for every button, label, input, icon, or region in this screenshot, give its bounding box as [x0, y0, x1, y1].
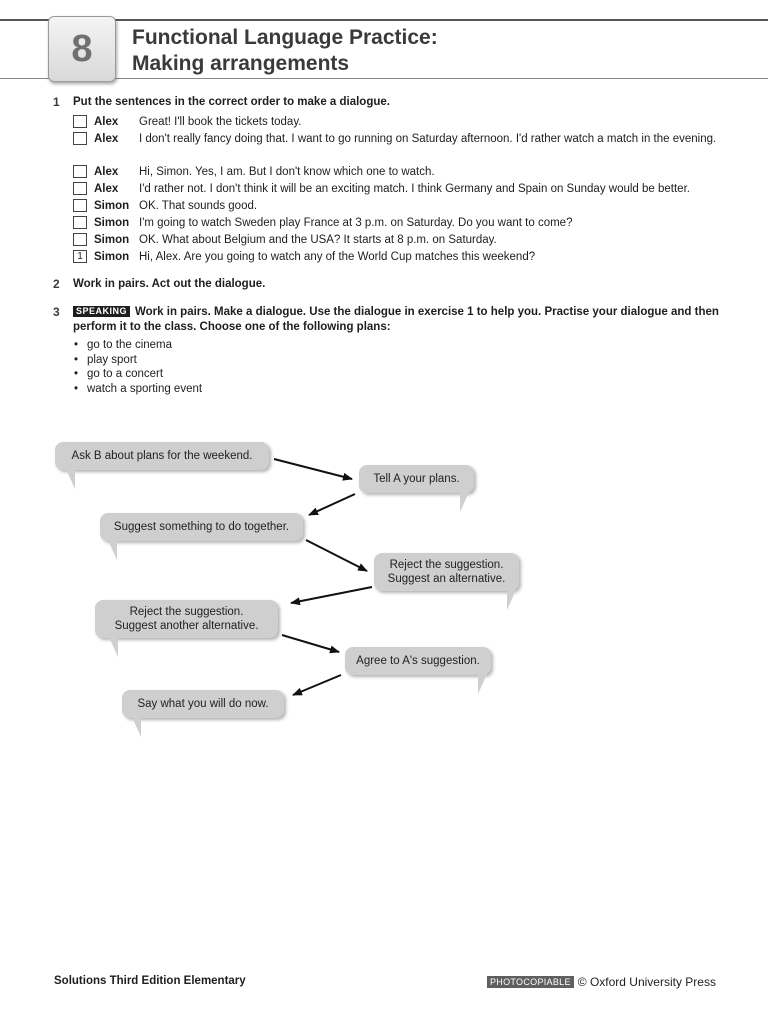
photocopiable-tag: PHOTOCOPIABLE	[487, 976, 574, 988]
plan-item: • go to a concert	[73, 367, 202, 382]
speech-bubble	[100, 513, 303, 541]
speech-bubble	[374, 553, 519, 591]
title-line-1: Functional Language Practice:	[132, 26, 438, 49]
exercise-2-instruction: Work in pairs. Act out the dialogue.	[73, 278, 266, 290]
footer-book-title: Solutions Third Edition Elementary	[54, 975, 246, 987]
speech-bubble	[95, 600, 278, 638]
title-line-2: Making arrangements	[132, 52, 350, 75]
speaking-tag: SPEAKING	[73, 306, 130, 317]
dialogue-text: OK. What about Belgium and the USA? It starts at 8 p.m. on Saturday.	[139, 234, 497, 246]
speaker-name: Simon	[94, 217, 130, 229]
bubble-text: Reject the suggestion.	[389, 559, 504, 571]
bubble-text: Ask B about plans for the weekend.	[71, 450, 253, 462]
plan-item: • watch a sporting event	[73, 382, 202, 397]
dialogue-text: I don't really fancy doing that. I want to go running on Saturday afternoon. I'd rather watch a match in the evening.	[139, 133, 717, 145]
exercise-2-number: 2	[53, 277, 60, 291]
dialogue-text: Hi, Alex. Are you going to watch any of the World Cup matches this weekend?	[139, 251, 536, 263]
bubble-text: Suggest something to do together.	[113, 521, 290, 533]
flow-arrow-1	[274, 459, 352, 479]
speaker-name: Simon	[94, 234, 130, 246]
speech-bubble	[55, 442, 269, 470]
speaker-name: Alex	[94, 116, 119, 128]
dialogue-text: I'd rather not. I don't think it will be an exciting match. I think Germany and Spain on Sunday would be better.	[139, 183, 690, 195]
exercise-3-number: 3	[53, 305, 60, 319]
order-checkbox[interactable]: 1	[73, 250, 87, 263]
speaker-name: Alex	[94, 133, 119, 145]
speaker-name: Simon	[94, 200, 130, 212]
bubble-text: Tell A your plans.	[373, 473, 460, 485]
dialogue-text: Hi, Simon. Yes, I am. But I don't know which one to watch.	[139, 166, 435, 178]
flow-arrow-4	[291, 587, 372, 603]
bubble-text: Say what you will do now.	[137, 698, 269, 710]
exercise-1-instruction: Put the sentences in the correct order to make a dialogue.	[73, 96, 390, 108]
speaker-name: Alex	[94, 183, 119, 195]
bubble-text: Suggest another alternative.	[114, 620, 259, 632]
flow-arrow-6	[293, 675, 341, 695]
speech-bubble	[359, 465, 474, 493]
bubble-text: Suggest an alternative.	[387, 573, 506, 585]
plan-item: • go to the cinema	[73, 338, 202, 353]
flow-arrow-5	[282, 635, 339, 652]
footer-copyright-block	[487, 975, 716, 989]
bubble-text: Agree to A's suggestion.	[356, 655, 480, 667]
speech-bubble	[345, 647, 491, 675]
dialogue-text: I'm going to watch Sweden play France at 3 p.m. on Saturday. Do you want to come?	[139, 217, 573, 229]
unit-number-badge: 8	[48, 16, 116, 82]
bubble-text: Reject the suggestion.	[129, 606, 244, 618]
exercise-3-instruction: Work in pairs. Make a dialogue. Use the dialogue in exercise 1 to help you. Practise your dialogue and then perform it to the class. Choose one of the following plans:	[73, 306, 719, 333]
flow-arrow-3	[306, 540, 367, 571]
speech-bubble	[122, 690, 284, 718]
exercise-1-number: 1	[53, 95, 60, 109]
speaker-name: Alex	[94, 166, 119, 178]
plan-item: • play sport	[73, 353, 202, 368]
footer-copyright: © Oxford University Press	[577, 975, 716, 989]
flow-arrow-2	[309, 494, 355, 515]
speaker-name: Simon	[94, 251, 130, 263]
dialogue-text: OK. That sounds good.	[139, 200, 258, 212]
dialogue-text: Great! I'll book the tickets today.	[139, 116, 302, 128]
